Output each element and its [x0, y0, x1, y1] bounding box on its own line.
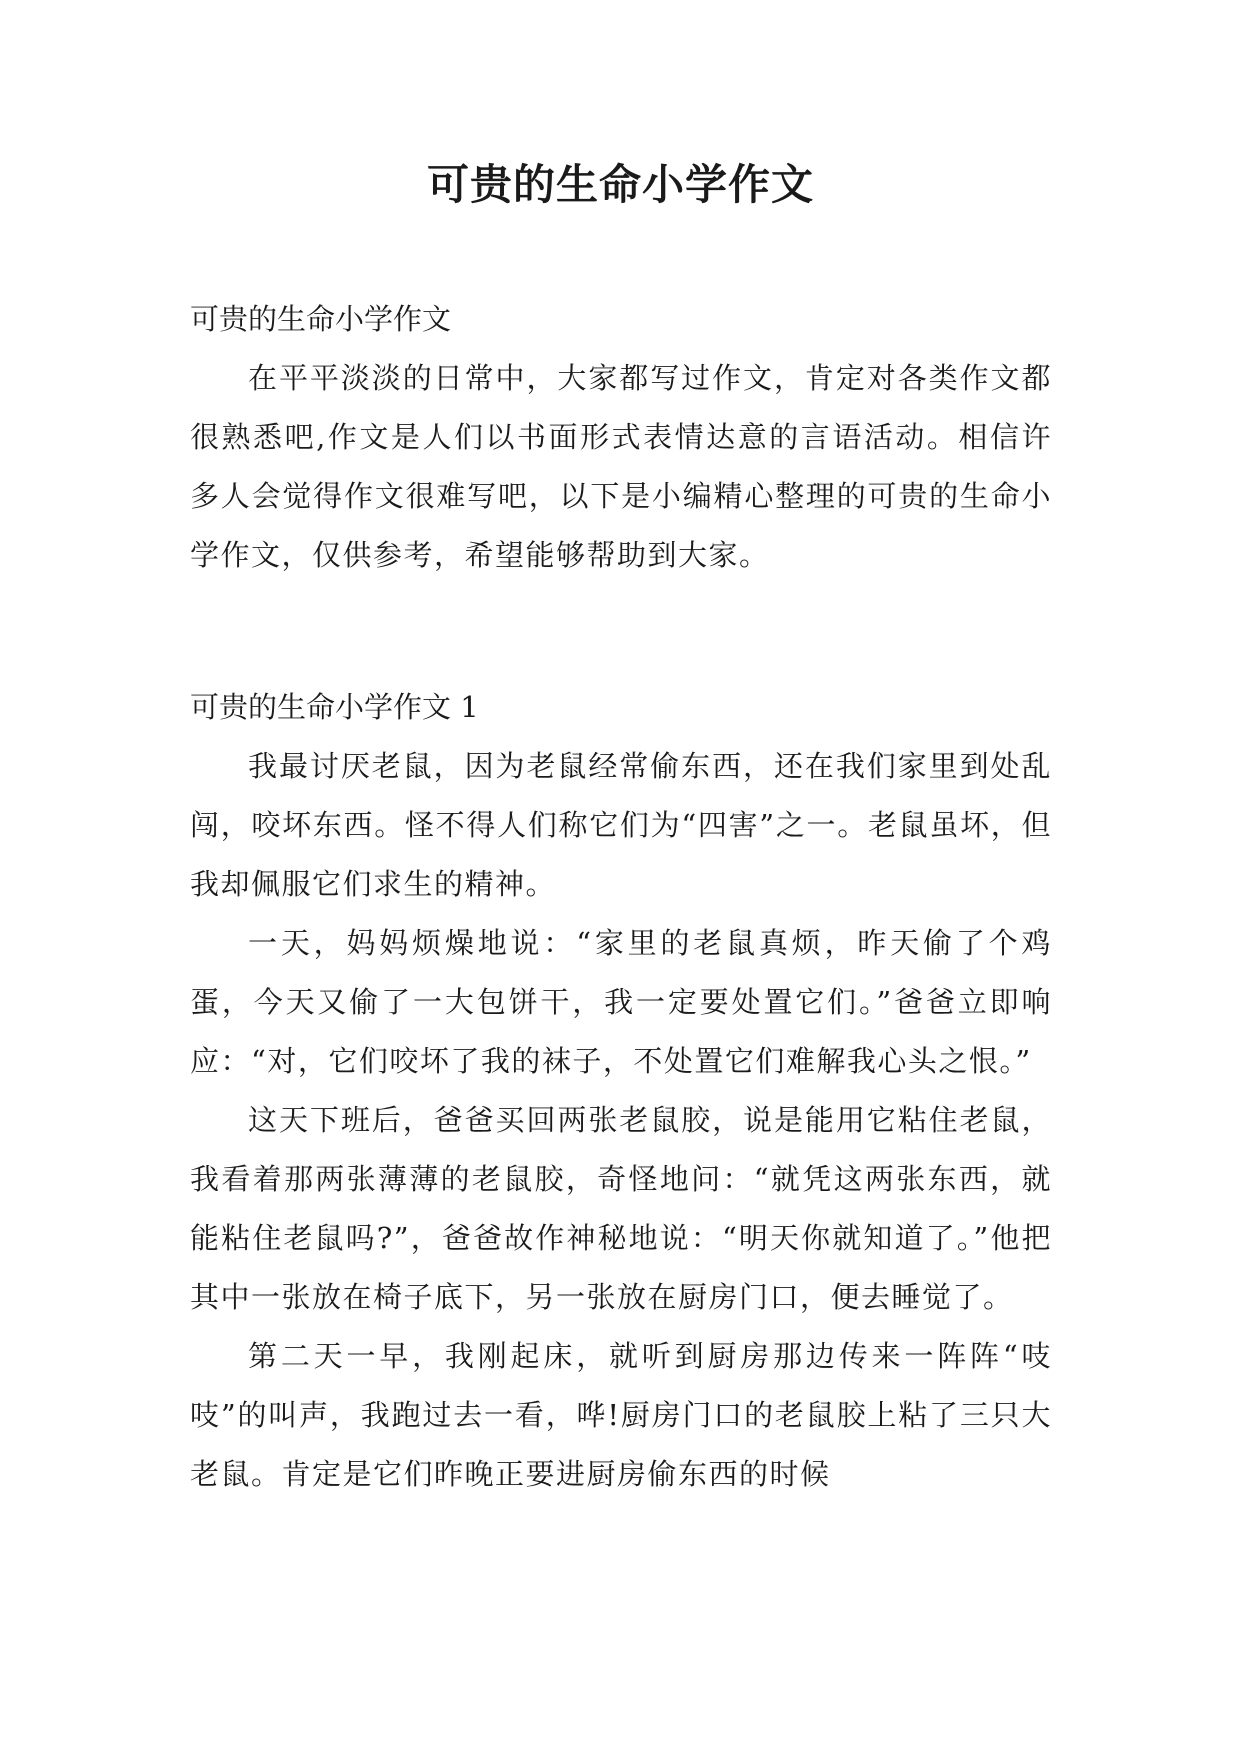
document-body — [190, 290, 1052, 1504]
essay-heading: 可贵的生命小学作文 1 — [190, 690, 479, 724]
intro-heading: 可贵的生命小学作文 — [190, 302, 452, 336]
section-spacer — [190, 585, 1052, 678]
essay-paragraph-2: 一天，妈妈烦燥地说：“家里的老鼠真烦，昨天偷了个鸡蛋，今天又偷了一大包饼干，我一定要处置它们。”爸爸立即响应：“对，它们咬坏了我的袜子，不处置它们难解我心头之恨。” — [190, 926, 1052, 1078]
essay-paragraph-4: 第二天一早，我刚起床，就听到厨房那边传来一阵阵“吱吱”的叫声，我跑过去一看，哗!厨房门口的老鼠胶上粘了三只大老鼠。肯定是它们昨晚正要进厨房偷东西的时候 — [190, 1339, 1052, 1491]
document-title: 可贵的生命小学作文 — [426, 160, 814, 209]
essay-paragraph-3: 这天下班后，爸爸买回两张老鼠胶，说是能用它粘住老鼠，我看着那两张薄薄的老鼠胶，奇怪地问：“就凭这两张东西，就能粘住老鼠吗?”，爸爸故作神秘地说：“明天你就知道了。”他把其中一张放在椅子底下，另一张放在厨房门口，便去睡觉了。 — [190, 1103, 1052, 1314]
essay-paragraph-1: 我最讨厌老鼠，因为老鼠经常偷东西，还在我们家里到处乱闯，咬坏东西。怪不得人们称它们为“四害”之一。老鼠虽坏，但我却佩服它们求生的精神。 — [190, 749, 1052, 901]
intro-paragraph: 在平平淡淡的日常中，大家都写过作文，肯定对各类作文都很熟悉吧,作文是人们以书面形式表情达意的言语活动。相信许多人会觉得作文很难写吧，以下是小编精心整理的可贵的生命小学作文，仅供参考，希望能够帮助到大家。 — [190, 361, 1052, 572]
